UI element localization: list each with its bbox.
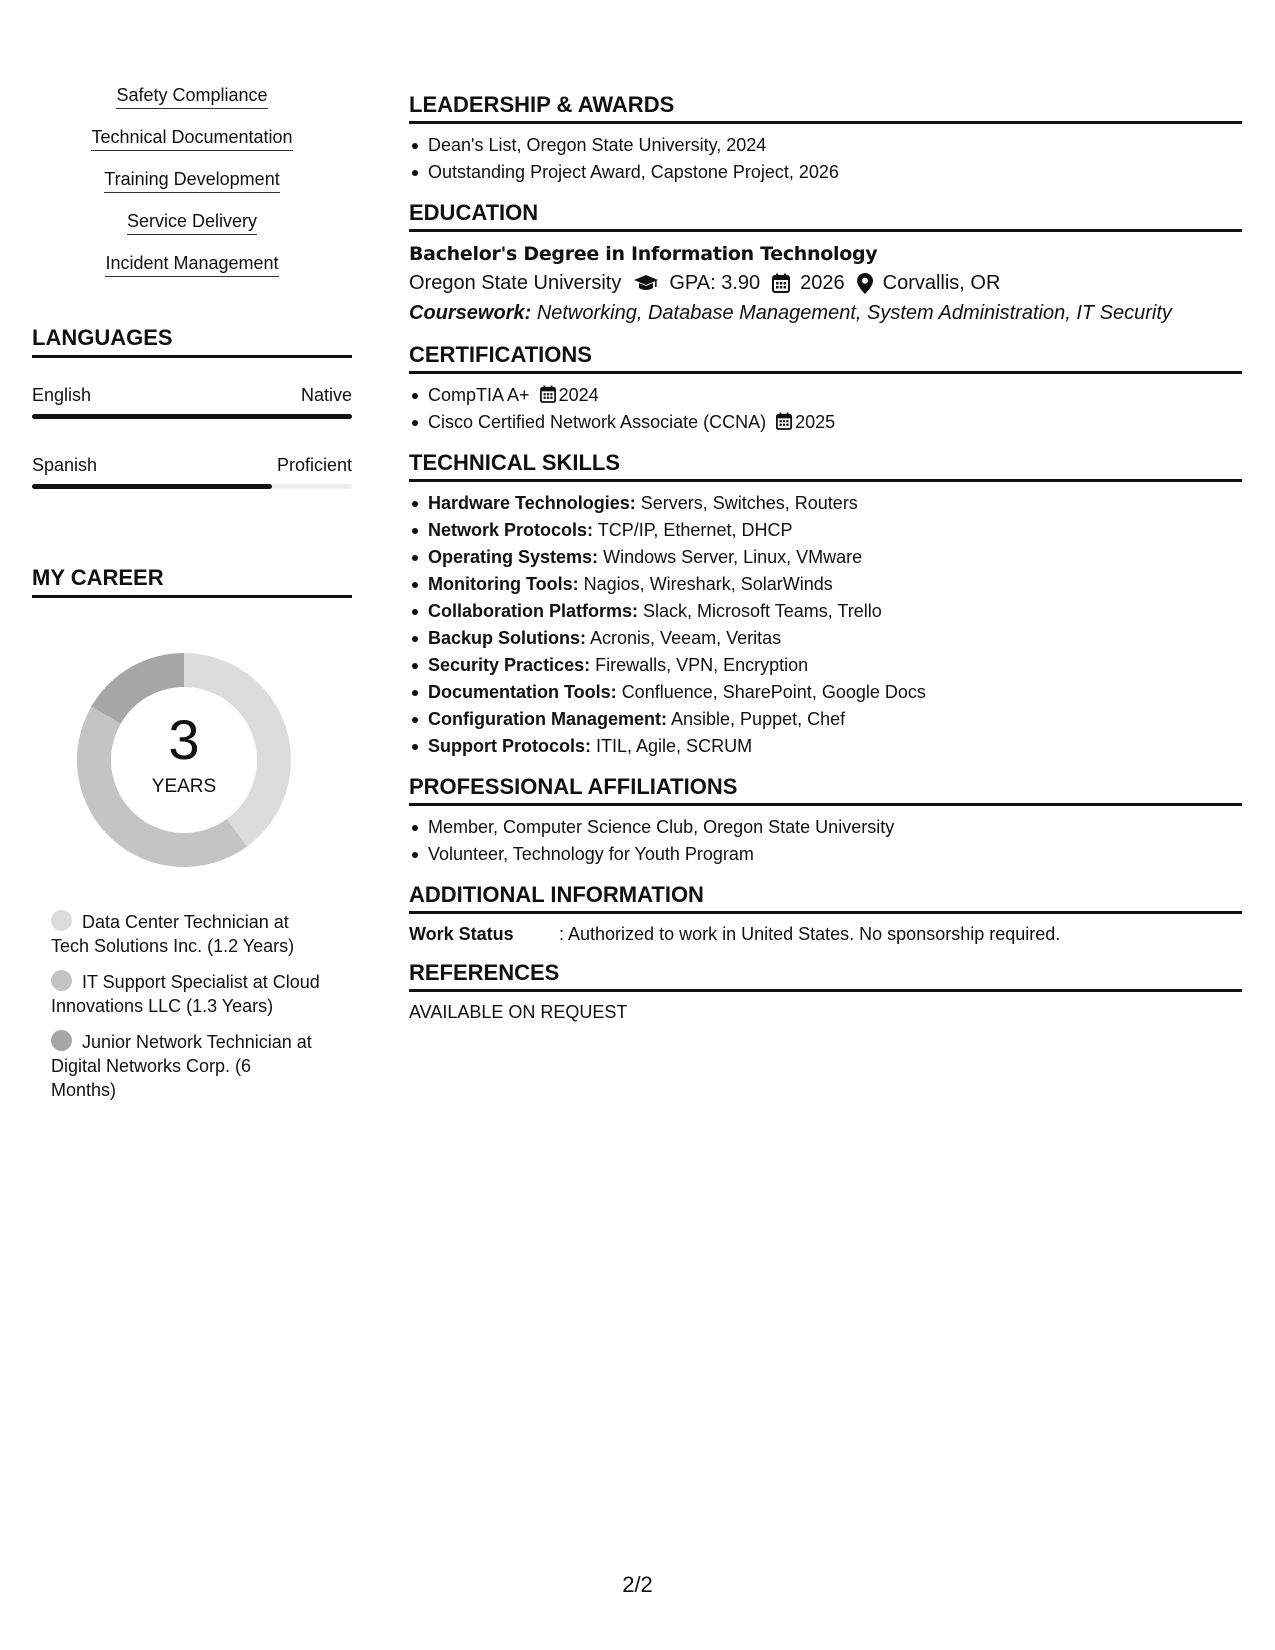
legend-item	[51, 910, 321, 958]
list-item	[409, 733, 1242, 760]
left-column	[32, 84, 352, 1114]
cert-name: Cisco Certified Network Associate (CCNA)	[428, 412, 767, 432]
skill-values: Servers, Switches, Routers	[640, 493, 858, 513]
legend-label: Data Center Technician at Tech Solutions Inc. (1.2 Years)	[51, 912, 295, 956]
list-item	[409, 625, 1242, 652]
language-bar	[32, 484, 352, 489]
language-bar	[32, 414, 352, 419]
skill-category: Configuration Management:	[428, 709, 667, 729]
list-item: Outstanding Project Award, Capstone Project, 2026	[409, 159, 1242, 186]
skill-category: Support Protocols:	[428, 736, 591, 756]
list-item	[409, 652, 1242, 679]
language-name: Spanish	[32, 455, 98, 475]
list-item	[409, 544, 1242, 571]
list-item: Volunteer, Technology for Youth Program	[409, 841, 1242, 868]
legend-label: IT Support Specialist at Cloud Innovations LLC (1.3 Years)	[51, 972, 320, 1016]
map-pin-icon	[857, 273, 873, 294]
skill-values: Acronis, Veeam, Veritas	[590, 628, 782, 648]
graduation-year: 2026	[800, 272, 845, 294]
career-total-unit: YEARS	[151, 776, 217, 797]
career-section	[32, 565, 352, 1102]
coursework	[409, 298, 1242, 328]
affiliations-section	[409, 774, 1242, 868]
skill-values: TCP/IP, Ethernet, DHCP	[597, 520, 793, 540]
skill-values: Ansible, Puppet, Chef	[671, 709, 846, 729]
skill-category: Network Protocols:	[428, 520, 594, 540]
additional-info-section	[409, 882, 1242, 946]
cert-name: CompTIA A+	[428, 385, 530, 405]
page-number: 2/2	[622, 1572, 653, 1597]
languages-section	[32, 325, 352, 489]
right-column	[409, 92, 1242, 1038]
legend-dot	[51, 910, 72, 931]
calendar-icon	[540, 385, 556, 403]
legend-item	[51, 1030, 321, 1102]
education-section	[409, 200, 1242, 328]
list-item	[409, 490, 1242, 517]
legend-item	[51, 970, 321, 1018]
list-item	[409, 571, 1242, 598]
legend-label: Junior Network Technician at Digital Networks Corp. (6 Months)	[51, 1032, 312, 1100]
education-heading: EDUCATION	[409, 200, 1242, 232]
language-name: English	[32, 385, 92, 405]
list-item: Member, Computer Science Club, Oregon State University	[409, 814, 1242, 841]
skill-tag: Safety Compliance	[116, 84, 267, 109]
legend-dot	[51, 970, 72, 991]
degree-title: Bachelor's Degree in Information Technology	[409, 243, 878, 265]
career-total-number: 3	[168, 708, 200, 771]
legend-dot	[51, 1030, 72, 1051]
school-name: Oregon State University	[409, 272, 622, 294]
skill-values: Windows Server, Linux, VMware	[603, 547, 863, 567]
skill-tag: Training Development	[104, 168, 279, 193]
skill-tag: Service Delivery	[127, 210, 257, 235]
skill-values: Firewalls, VPN, Encryption	[595, 655, 809, 675]
coursework-label: Coursework:	[409, 302, 532, 324]
calendar-icon	[776, 412, 792, 430]
skill-category: Hardware Technologies:	[428, 493, 636, 513]
list-item: Dean's List, Oregon State University, 2024	[409, 132, 1242, 159]
technical-skills-section	[409, 450, 1242, 760]
affiliations-heading: PROFESSIONAL AFFILIATIONS	[409, 774, 1242, 806]
cert-year: 2025	[795, 412, 836, 432]
school-location: Corvallis, OR	[882, 272, 1001, 294]
skill-tags	[32, 84, 352, 277]
certifications-section	[409, 342, 1242, 436]
gpa: GPA: 3.90	[669, 272, 761, 294]
technical-skills-heading: TECHNICAL SKILLS	[409, 450, 1242, 482]
work-status-label: Work Status	[409, 924, 514, 944]
references-heading: REFERENCES	[409, 960, 1242, 992]
languages-heading: LANGUAGES	[32, 325, 352, 358]
career-legend	[51, 910, 321, 1102]
references-section	[409, 960, 1242, 1024]
skill-category: Documentation Tools:	[428, 682, 617, 702]
skill-values: Nagios, Wireshark, SolarWinds	[583, 574, 833, 594]
cert-year: 2024	[558, 385, 599, 405]
skill-tag: Incident Management	[105, 252, 278, 277]
skill-category: Collaboration Platforms:	[428, 601, 639, 621]
language-item	[32, 384, 352, 419]
additional-info-heading: ADDITIONAL INFORMATION	[409, 882, 1242, 914]
education-meta	[409, 268, 1242, 298]
career-heading: MY CAREER	[32, 565, 352, 598]
skill-values: ITIL, Agile, SCRUM	[596, 736, 753, 756]
references-text: AVAILABLE ON REQUEST	[409, 1002, 628, 1022]
list-item	[409, 706, 1242, 733]
certifications-heading: CERTIFICATIONS	[409, 342, 1242, 374]
skill-category: Operating Systems:	[428, 547, 599, 567]
language-level: Proficient	[276, 455, 352, 475]
list-item	[409, 679, 1242, 706]
list-item	[409, 517, 1242, 544]
work-status-value: : Authorized to work in United States. No sponsorship required.	[559, 924, 1061, 944]
skill-category: Backup Solutions:	[428, 628, 587, 648]
skill-values: Confluence, SharePoint, Google Docs	[621, 682, 926, 702]
language-item	[32, 454, 352, 489]
list-item	[409, 382, 1242, 409]
skill-values: Slack, Microsoft Teams, Trello	[643, 601, 882, 621]
language-bar-fill	[32, 414, 352, 419]
leadership-section	[409, 92, 1242, 186]
leadership-heading: LEADERSHIP & AWARDS	[409, 92, 1242, 124]
calendar-icon	[772, 273, 790, 293]
list-item	[409, 409, 1242, 436]
skill-tag: Technical Documentation	[91, 126, 292, 151]
skill-category: Security Practices:	[428, 655, 591, 675]
language-bar-fill	[32, 484, 272, 489]
skill-category: Monitoring Tools:	[428, 574, 579, 594]
graduation-cap-icon	[633, 274, 659, 292]
career-donut-chart	[64, 640, 304, 880]
work-status-row	[409, 922, 1242, 946]
coursework-list: Networking, Database Management, System Administration, IT Security	[536, 302, 1172, 324]
language-level: Native	[300, 385, 352, 405]
list-item	[409, 598, 1242, 625]
